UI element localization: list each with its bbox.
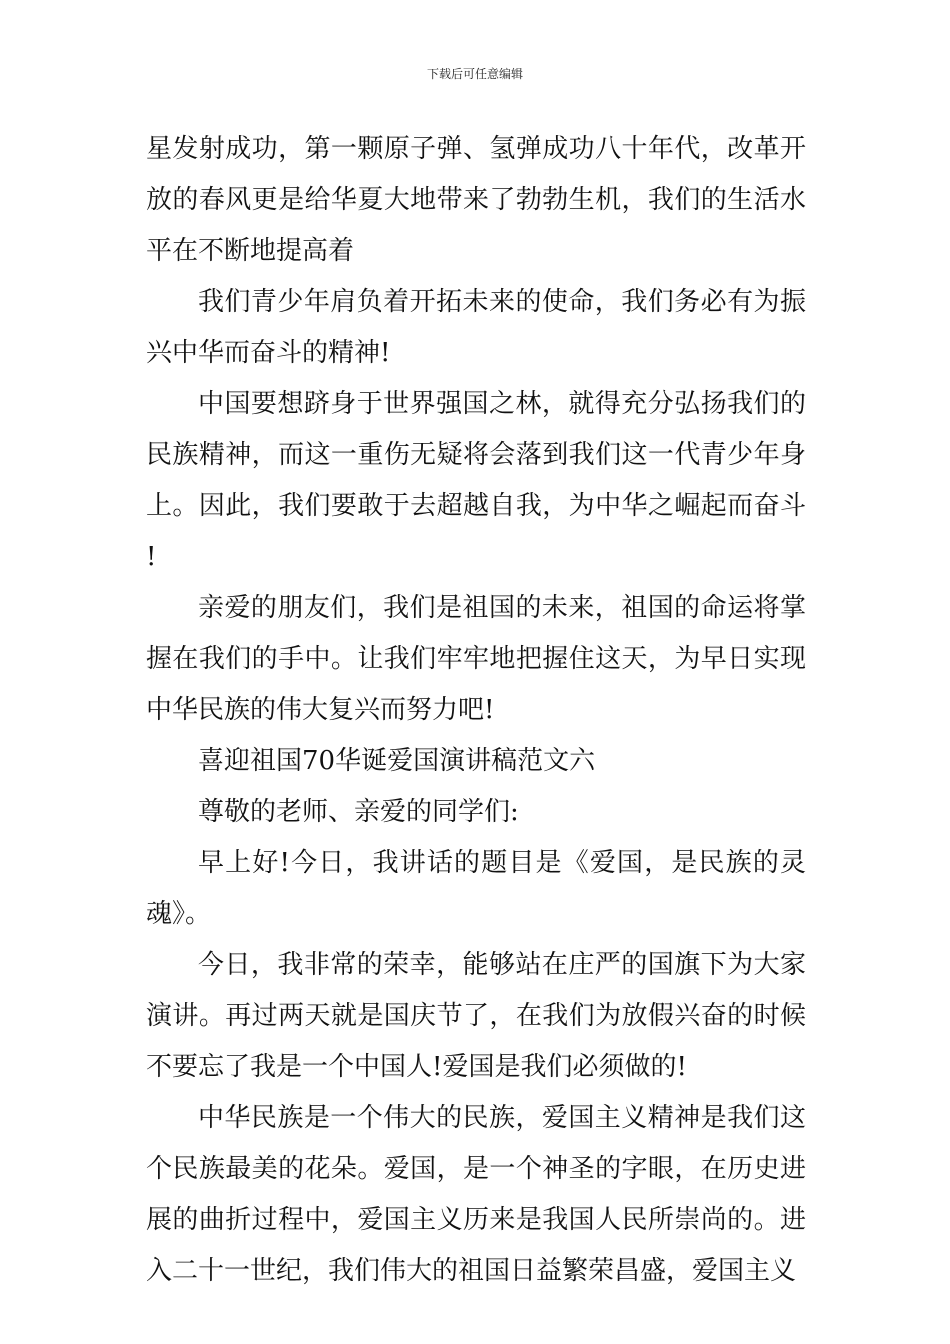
paragraph-continued: 星发射成功，第一颗原子弹、氢弹成功八十年代，改革开放的春风更是给华夏大地带来了勃勃生机，我们的生活水平在不断地提高着 — [146, 134, 806, 266]
paragraph: 我们青少年肩负着开拓未来的使命，我们务必有为振兴中华而奋斗的精神! — [146, 287, 806, 368]
paragraph: 亲爱的朋友们，我们是祖国的未来，祖国的命运将掌握在我们的手中。让我们牢牢地把握住这天，为早日实现中华民族的伟大复兴而努力吧! — [146, 593, 806, 725]
paragraph: 今日，我非常的荣幸，能够站在庄严的国旗下为大家演讲。再过两天就是国庆节了，在我们为放假兴奋的时候不要忘了我是一个中国人!爱国是我们必须做的! — [146, 950, 806, 1082]
salutation: 尊敬的老师、亲爱的同学们: — [198, 797, 519, 827]
page-header: 下载后可任意编辑 — [426, 67, 523, 81]
paragraph: 早上好!今日，我讲话的题目是《爱国，是民族的灵魂》。 — [146, 848, 806, 929]
paragraph: 中华民族是一个伟大的民族，爱国主义精神是我们这个民族最美的花朵。爱国，是一个神圣的字眼，在历史进展的曲折过程中，爱国主义历来是我国人民所崇尚的。进入二十一世纪，我们伟大的祖国日益繁荣昌盛，爱国主义 — [146, 1103, 806, 1286]
document-body — [146, 124, 806, 1297]
paragraph: 中国要想跻身于世界强国之林，就得充分弘扬我们的民族精神，而这一重伤无疑将会落到我们这一代青少年身上。因此，我们要敢于去超越自我，为中华之崛起而奋斗! — [146, 389, 806, 572]
section-title: 喜迎祖国70华诞爱国演讲稿范文六 — [198, 746, 596, 776]
